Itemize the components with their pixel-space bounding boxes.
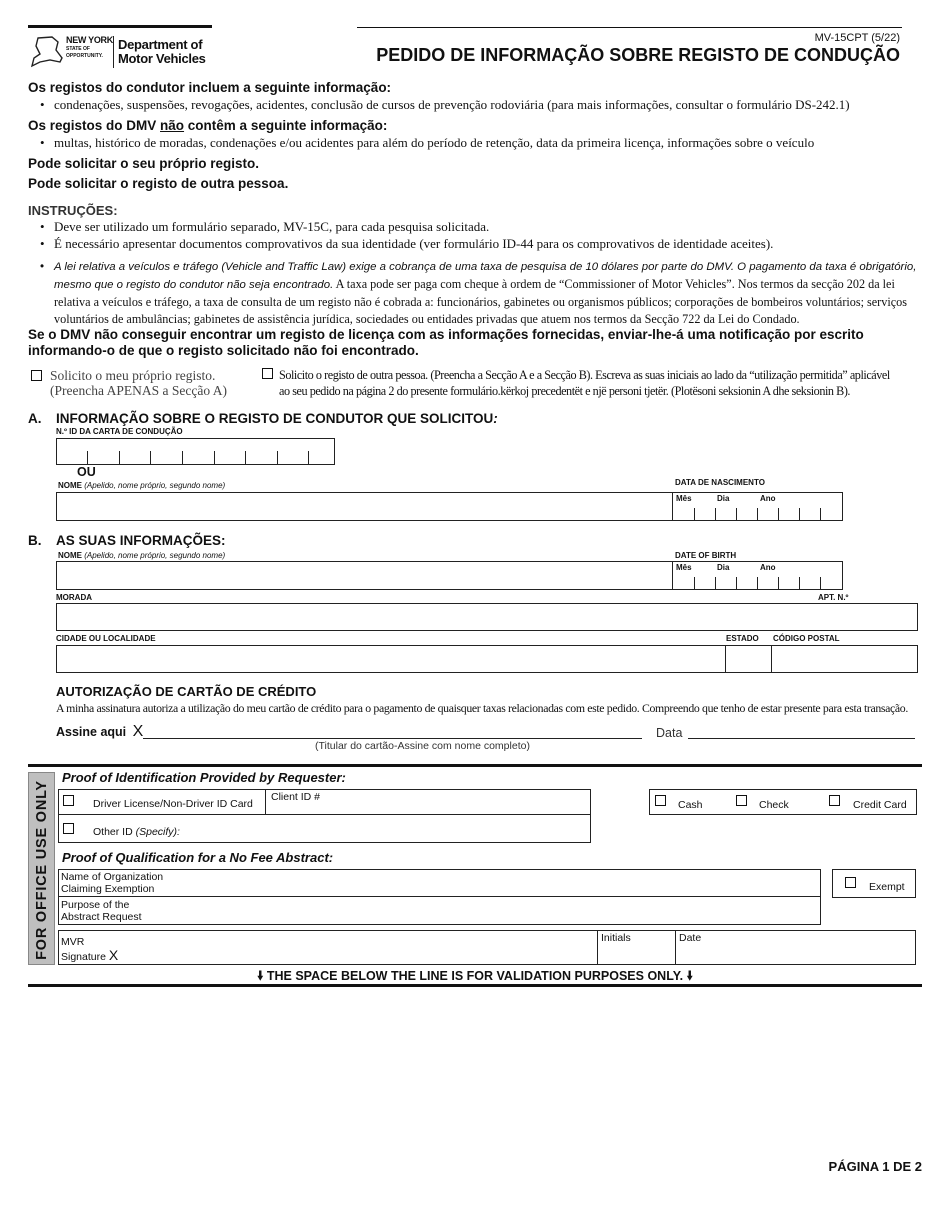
other-record-choice-line1: Solicito o registo de outra pessoa. (Preencha a Secção A e a Secção B). Escreva as suas iniciais ao lado da “utilização permitida” aplicável — [279, 368, 890, 382]
credit-heading: AUTORIZAÇÃO DE CARTÃO DE CRÉDITO — [56, 684, 317, 699]
client-id-divider — [265, 789, 266, 815]
section-b-letter: B. — [28, 533, 42, 548]
zip-label: CÓDIGO POSTAL — [773, 634, 840, 643]
instruction-item-1: • Deve ser utilizado um formulário separado, MV-15C, para cada pesquisa solicitada. — [28, 219, 924, 236]
exclude-list — [28, 135, 928, 151]
top-rule — [28, 25, 212, 28]
purpose-label: Purpose of the Abstract Request — [61, 899, 142, 923]
include-list — [28, 97, 928, 113]
section-a-title: INFORMAÇÃO SOBRE O REGISTO DE CONDUTOR QUE SOLICITOU: — [56, 411, 498, 426]
down-arrow-icon: 🠛 — [257, 969, 264, 983]
cash-checkbox[interactable] — [655, 795, 666, 806]
cardholder-note: (Titular do cartão-Assine com nome completo) — [315, 740, 530, 752]
other-record-choice — [279, 368, 929, 399]
city-label: CIDADE OU LOCALIDADE — [56, 634, 156, 643]
down-arrow-icon: 🠛 — [686, 969, 693, 983]
office-date-label: Date — [679, 932, 702, 944]
zip-input-divider — [771, 645, 772, 673]
include-item: • condenações, suspensões, revogações, acidentes, conclusão de cursos de prevenção rodoviária (para mais informações, consultar o formulário DS-242.1) — [28, 97, 928, 113]
organization-label: Name of Organization Claiming Exemption — [61, 871, 164, 895]
license-id-label: N.º ID DA CARTA DE CONDUÇÃO — [56, 427, 183, 436]
city-input[interactable] — [56, 645, 918, 673]
credit-card-checkbox[interactable] — [829, 795, 840, 806]
instruction-item-3: • A lei relativa a veículos e tráfego (Vehicle and Traffic Law) exige a cobrança de uma taxa de pesquisa de 10 dólares por parte do DMV. O pagamento da taxa é obrigatório, mesmo que o registo do condutor não seja encontrado. A taxa pode ser paga com cheque à ordem de “Commissioner of Motor Vehicles”. Nos termos da secção 202 da lei relativa a veículos e tráfego, a taxa de consulta de um registo não é cobrada a: funcionários, gabinetes ou organismos públicos; corporações de bombeiros voluntários; serviços voluntários de ambulâncias; gabinetes de assistência jurídica, sociedades ou entidades privadas que atuem nos termos da Secção 722 da Lei do Condado. — [40, 260, 917, 326]
logo-state-of: STATE OF — [66, 46, 90, 52]
section-a-name-label: NOME (Apelido, nome próprio, segundo nome) — [58, 481, 226, 490]
section-b-dob-label: DATE OF BIRTH — [675, 551, 737, 560]
initials-divider — [597, 930, 598, 965]
client-id-label: Client ID # — [271, 791, 321, 803]
proof-id-heading: Proof of Identification Provided by Requester: — [62, 770, 346, 785]
other-record-choice-line2: ao seu pedido na página 2 do presente formulário.kërkoj precedentët e një personi tjetër. (Plotësoni seksionin A dhe seksionin B). — [279, 383, 851, 398]
exempt-checkbox[interactable] — [845, 877, 856, 888]
card-signature-row — [56, 723, 143, 741]
exclude-heading: Os registos do DMV não contêm a seguinte informação: — [28, 118, 388, 133]
check-checkbox[interactable] — [736, 795, 747, 806]
section-a-year-label: Ano — [760, 494, 776, 503]
apt-label: APT. N.º — [818, 593, 849, 602]
license-id-input[interactable] — [56, 438, 335, 465]
form-code: MV-15CPT (5/22) — [814, 32, 900, 44]
logo-state-name: NEW YORK — [66, 35, 113, 45]
own-record-checkbox[interactable] — [31, 370, 42, 381]
address-input[interactable] — [56, 603, 918, 631]
date-divider — [675, 930, 676, 965]
page-number: PÁGINA 1 DE 2 — [828, 1159, 922, 1174]
address-label: MORADA — [56, 593, 92, 602]
state-input-divider — [725, 645, 726, 673]
credit-date-line[interactable] — [688, 738, 915, 739]
section-b-title: AS SUAS INFORMAÇÕES: — [56, 533, 226, 548]
exclude-item: • multas, histórico de moradas, condenações e/ou acidentes para além do período de retenção, data da primeira licença, informações sobre o veículo — [28, 135, 928, 151]
section-a-month-label: Mês — [676, 494, 692, 503]
section-b-dob-input[interactable] — [673, 561, 842, 590]
own-record-choice-line1: Solicito o meu próprio registo. — [50, 368, 216, 383]
other-id-checkbox[interactable] — [63, 823, 74, 834]
logo-divider — [113, 36, 114, 68]
qualification-heading: Proof of Qualification for a No Fee Abstract: — [62, 850, 334, 865]
state-label: ESTADO — [726, 634, 759, 643]
include-heading: Os registos do condutor incluem a seguinte informação: — [28, 80, 392, 95]
section-a-day-label: Dia — [717, 494, 730, 503]
section-a-dob-label: DATA DE NASCIMENTO — [675, 478, 765, 487]
office-side-label: FOR OFFICE USE ONLY — [34, 780, 50, 960]
other-record-checkbox[interactable] — [262, 368, 273, 379]
section-a-letter: A. — [28, 411, 42, 426]
credit-authorization-text: A minha assinatura autoriza a utilização do meu cartão de crédito para o pagamento de quaisquer taxas relacionadas com este pedido. Compreendo que tenho de estar presente para esta transação. — [56, 701, 908, 715]
validation-note: 🠛 THE SPACE BELOW THE LINE IS FOR VALIDATION PURPOSES ONLY. 🠛 — [257, 969, 693, 983]
section-b-month-label: Mês — [676, 563, 692, 572]
other-record-note: Pode solicitar o registo de outra pessoa. — [28, 176, 289, 191]
organization-field[interactable] — [58, 869, 821, 897]
logo-opportunity: OPPORTUNITY. — [66, 53, 103, 59]
not-found-notice: Se o DMV não conseguir encontrar um registo de licença com as informações fornecidas, enviar-lhe-á uma notificação por escrito informando-o de que o registo solicitado não foi encontrado. — [28, 327, 864, 358]
card-signature-line[interactable] — [143, 738, 642, 739]
purpose-field[interactable] — [58, 896, 821, 925]
check-label: Check — [759, 799, 789, 811]
driver-license-label: Driver License/Non-Driver ID Card — [93, 798, 253, 810]
sign-x-mark: X — [132, 723, 144, 740]
exempt-label: Exempt — [869, 881, 905, 893]
form-title: PEDIDO DE INFORMAÇÃO SOBRE REGISTO DE CONDUÇÃO — [376, 45, 900, 65]
section-a-dob-input[interactable] — [673, 492, 842, 521]
own-record-choice — [50, 368, 227, 398]
section-b-year-label: Ano — [760, 563, 776, 572]
instructions-heading: INSTRUÇÕES: — [28, 203, 118, 218]
own-record-choice-line2: (Preencha APENAS a Secção A) — [50, 383, 227, 398]
other-id-label: Other ID (Specify): — [93, 826, 180, 838]
office-top-rule — [28, 764, 922, 767]
mvr-signature-field[interactable] — [58, 930, 916, 965]
logo-dept-line1: Department of — [118, 37, 203, 52]
validation-rule — [28, 984, 922, 987]
initials-label: Initials — [601, 932, 631, 944]
section-b-day-label: Dia — [717, 563, 730, 572]
credit-date-label: Data — [656, 726, 683, 740]
sign-here-label: Assine aqui — [56, 725, 127, 739]
driver-license-checkbox[interactable] — [63, 795, 74, 806]
instruction-item-2: • É necessário apresentar documentos comprovativos da sua identidade (ver formulário ID-44 para os comprovativos de identidade aceites). — [28, 236, 924, 253]
or-label: OU — [77, 465, 96, 479]
cash-label: Cash — [678, 799, 703, 811]
instructions-list — [28, 219, 924, 252]
credit-card-label: Credit Card — [853, 799, 907, 811]
nys-dmv-logo — [30, 34, 215, 74]
section-b-name-label: NOME (Apelido, nome próprio, segundo nome) — [58, 551, 226, 560]
top-rule-right — [357, 27, 902, 28]
own-record-note: Pode solicitar o seu próprio registo. — [28, 156, 260, 171]
logo-dept-line2: Motor Vehicles — [118, 51, 206, 66]
office-side-panel — [28, 772, 55, 965]
ny-state-map-icon — [30, 36, 64, 68]
mvr-signature-label: MVR Signature X — [61, 936, 119, 963]
